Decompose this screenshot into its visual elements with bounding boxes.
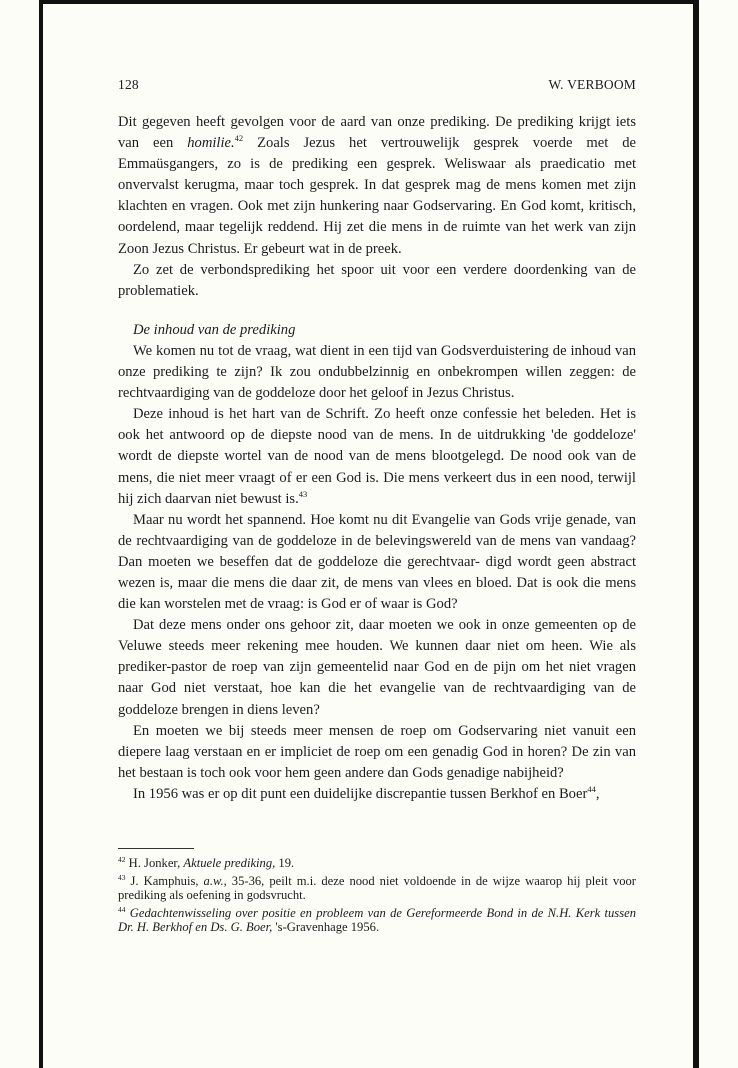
paragraph-2: Zo zet de verbondsprediking het spoor uit voor een verdere doordenking van de problematiek. bbox=[118, 261, 636, 299]
running-header bbox=[118, 77, 636, 93]
paragraph-3: We komen nu tot de vraag, wat dient in een tijd van Godsverduistering de inhoud van onze prediking te zijn? Ik zou ondubbelzinnig en onbekrompen willen zeggen: de rechtvaardiging van de goddeloze door het geloof in Jezus Christus. bbox=[118, 342, 636, 402]
footnote-ref-43: 43 bbox=[298, 488, 308, 499]
paragraph-7: En moeten we bij steeds meer mensen de roep om Godservaring niet vanuit een diepere laag verstaan en er impliciet de roep om een genadig God in horen? De zin van het bestaan is toch ook voor hem geen andere dan Gods genadige nabijheid? bbox=[118, 722, 636, 781]
footnote-ref-42: 42 bbox=[234, 133, 244, 144]
running-head-author: W. VERBOOM bbox=[548, 77, 636, 92]
footnotes bbox=[118, 856, 636, 938]
scan-border-left bbox=[39, 0, 43, 1068]
emphasis-homilie: homilie. bbox=[187, 135, 235, 152]
scan-border-top bbox=[39, 0, 698, 4]
footnote-ref-44: 44 bbox=[587, 783, 596, 794]
paragraph-1: Dit gegeven heeft gevolgen voor de aard van onze prediking. De prediking krijgt iets van een homilie.$^{42}$ Zoals Jezus het vertrouwelijk gesprek voerde met de Emmaüsgangers, zo is de prediking een gesprek. Weliswaar als praedicatio met onvervalst kerugma, maar toch gesprek. In dat gesprek mag de mens komen met zijn klachten en vragen. Ook met zijn hunkering naar Godservaring. En God komt, kritisch, oordelend, maar tegelijk reddend. Hij zet die mens in de ruimte van het werk van zijn Zoon Jezus Christus. Er gebeurt wat in de preek. bbox=[118, 114, 637, 257]
paragraph-6: Dat deze mens onder ons gehoor zit, daar moeten we ook in onze gemeenten op de Veluwe steeds meer rekening mee houden. We kunnen daar niet om heen. Wie als prediker-pastor de roep van zijn gemeentelid naar God en de pijn om het niet vragen naar God niet verstaat, hoe kan die het evangelie van de rechtvaardiging van de goddeloze brengen in diens leven? bbox=[118, 617, 636, 718]
page-number: 128 bbox=[118, 77, 139, 92]
footnote-43: $^{43}$ J. Kamphuis, a.w., 35-36, peilt m.i. deze nood niet voldoende in de wijze waarop hij pleit voor prediking als oefening in godsvrucht. bbox=[118, 873, 636, 902]
footnote-44: $^{44}$ Gedachtenwisseling over positie en probleem van de Gereformeerde Bond in de N.H. Kerk tussen Dr. H. Berkhof en Ds. G. Boer, 's-Gravenhage 1956. bbox=[118, 905, 636, 934]
scan-border-right bbox=[693, 0, 699, 1068]
body-text bbox=[118, 112, 636, 805]
paragraph-5: Maar nu wordt het spannend. Hoe komt nu dit Evangelie van Gods vrije genade, van de rechtvaardiging van de goddeloze in de belevingswereld van de mens van vandaag? Dan moeten we beseffen dat de goddeloze die gerechtvaar- digd wordt geen abstract wezen is, maar die mens die daar zit, de mens van vlees en bloed. Dat is ook die mens die kan worstelen met de vraag: is God er of waar is God? bbox=[118, 511, 636, 613]
paragraph-4: Deze inhoud is het hart van de Schrift. Zo heeft onze confessie het beleden. Het is ook het antwoord op de diepste nood van de mens. In de uitdrukking 'de goddeloze' wordt de diepste wortel van de nood van de mens blootgelegd. De nood ook van de mens, die niet meer vraagt of er een God is. Die mens verkeert dus in een nood, terwijl hij zich daarvan niet bewust is.$^{43}$ bbox=[118, 406, 636, 507]
footnote-42: $^{42}$ H. Jonker, Aktuele prediking, 19. bbox=[118, 855, 295, 870]
paragraph-8: In 1956 was er op dit punt een duidelijke discrepantie tussen Berkhof en Boer$^{44}$, bbox=[133, 783, 600, 802]
footnote-divider bbox=[118, 848, 194, 849]
section-heading: De inhoud van de prediking bbox=[133, 321, 296, 338]
